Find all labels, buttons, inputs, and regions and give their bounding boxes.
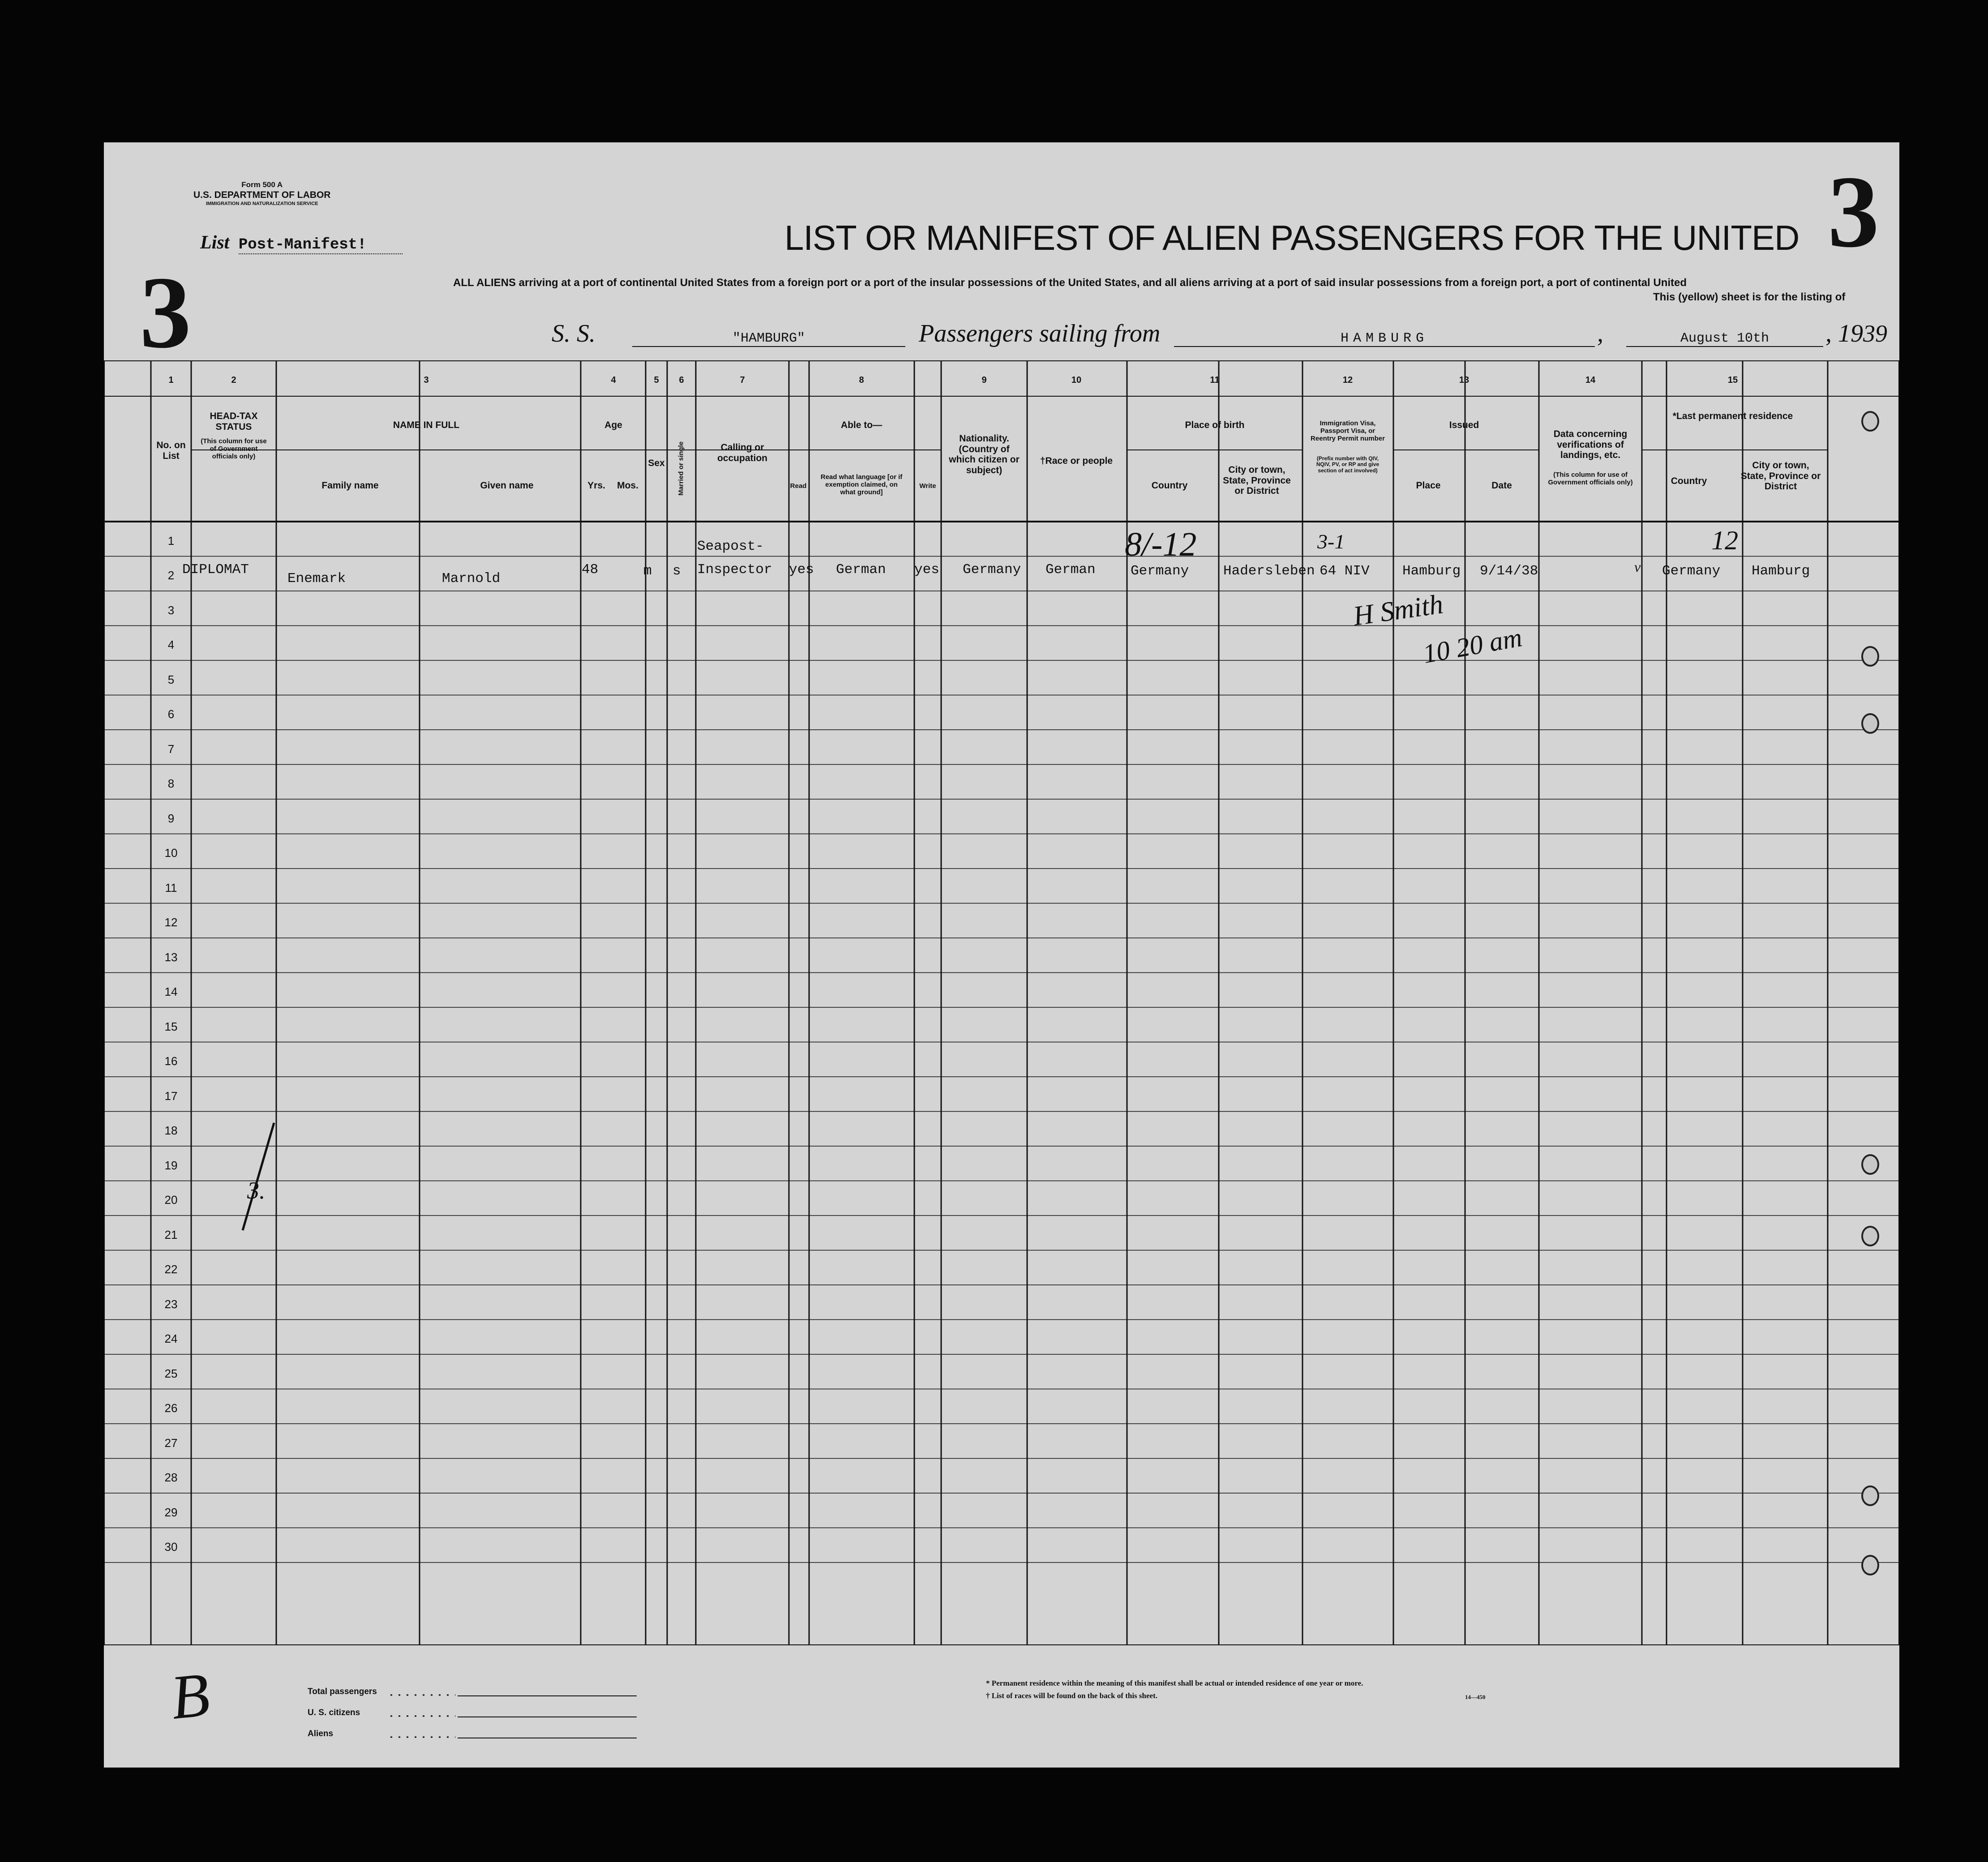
nationality: Germany	[963, 562, 1021, 578]
hdr-res-country: Country	[1671, 476, 1707, 486]
margin-stroke-path	[243, 1123, 274, 1230]
footnote-residence: * Permanent residence within the meaning of this manifest shall be actual or intended residence of one year or more.	[986, 1679, 1363, 1687]
row-number: 3	[167, 603, 175, 617]
row-number: 24	[164, 1332, 178, 1345]
total-passengers-label: Total passengers	[308, 1687, 377, 1696]
year-field: , 1939	[1825, 320, 1887, 347]
hdr-res-city: City or town, State, Province or District	[1740, 460, 1821, 492]
row-number: 29	[164, 1505, 178, 1519]
col-num-11: 11	[1210, 375, 1220, 385]
manifest-grid	[104, 360, 1899, 1645]
given-name: Marnold	[442, 571, 501, 586]
port-field	[1174, 319, 1595, 348]
binder-hole	[1861, 411, 1879, 432]
col-num-13: 13	[1459, 375, 1470, 385]
family-name: Enemark	[287, 571, 346, 586]
year-suffix: 39	[1863, 320, 1887, 347]
row-number: 5	[167, 672, 175, 686]
row-number: 10	[164, 846, 178, 860]
inspector-signature: H Smith	[1351, 589, 1445, 632]
col-num-12: 12	[1342, 375, 1353, 385]
list-label: List	[200, 232, 230, 253]
instruction-line-2: This (yellow) sheet is for the listing of	[1653, 291, 1846, 303]
row-number: 6	[167, 707, 175, 721]
can-read: yes	[789, 562, 814, 578]
aliens-label: Aliens	[308, 1729, 334, 1738]
sheet-number-left: 3	[140, 255, 191, 369]
birth-country: Germany	[1131, 563, 1189, 579]
col-num-14: 14	[1585, 375, 1596, 385]
marital-status: s	[673, 563, 681, 579]
grid-border	[104, 360, 1899, 1645]
row-number: 16	[164, 1054, 178, 1068]
head-tax-status: DIPLOMAT	[182, 562, 249, 578]
row-number: 27	[164, 1436, 178, 1450]
residence-city: Hamburg	[1752, 563, 1810, 579]
birth-city: Hadersleben	[1223, 563, 1315, 579]
hdr-nationality: Nationality. (Country of which citizen or subject)	[949, 433, 1020, 475]
row-number: 7	[167, 742, 175, 756]
date-field	[1626, 319, 1823, 348]
col-num-5: 5	[654, 375, 659, 385]
hdr-read: Read	[790, 482, 807, 490]
col-num-15: 15	[1727, 375, 1738, 385]
hdr-verifications: Data concerning verifications of landings, etc.	[1553, 429, 1628, 461]
footnote-races: † List of races will be found on the back of this sheet.	[986, 1691, 1157, 1700]
hdr-head-tax: HEAD-TAX STATUS	[210, 411, 258, 432]
ship-name-field	[632, 319, 905, 348]
row-number: 8	[167, 777, 175, 790]
hdr-race: †Race or people	[1040, 456, 1113, 466]
row-number: 4	[167, 638, 175, 651]
manifest-sheet	[104, 142, 1899, 1768]
hdr-sex: Sex	[648, 458, 665, 468]
hdr-family-name: Family name	[321, 480, 379, 491]
language: German	[836, 562, 886, 578]
hdr-calling: Calling or occupation	[717, 442, 767, 463]
departure-port: HAMBURG	[1174, 331, 1595, 347]
row-number: 26	[164, 1401, 178, 1415]
birth-code-annotation: 8/-12	[1125, 526, 1197, 563]
row-lines	[104, 556, 1899, 1563]
row-number: 15	[164, 1019, 178, 1033]
col-num-6: 6	[679, 375, 684, 385]
sheet-number-right: 3	[1828, 154, 1879, 269]
residence-code-annotation: 12	[1711, 526, 1738, 555]
hdr-verifications-note: (This column for use of Government officials only)	[1548, 471, 1633, 486]
col-num-2: 2	[231, 375, 236, 385]
row-number: 28	[164, 1471, 178, 1484]
binder-hole	[1861, 1226, 1879, 1246]
hdr-head-tax-note: (This column for use of Government officials only)	[201, 437, 267, 460]
margin-mark: 3.	[247, 1177, 266, 1204]
hdr-issued-place: Place	[1416, 480, 1441, 491]
us-citizens-label: U. S. citizens	[308, 1708, 360, 1717]
age-years: 48	[582, 562, 599, 578]
row-number: 1	[167, 534, 175, 548]
col-num-9: 9	[981, 375, 987, 385]
row-number: 19	[164, 1158, 178, 1172]
row-number: 21	[164, 1228, 178, 1241]
total-fields	[390, 1687, 641, 1745]
column-lines	[151, 360, 1828, 1645]
hdr-yrs: Yrs.	[587, 480, 605, 491]
list-type-line	[200, 232, 403, 253]
row-number: 18	[164, 1124, 178, 1137]
binder-hole	[1861, 1555, 1879, 1575]
visa-code-annotation: 3-1	[1317, 530, 1345, 553]
row-number: 2	[167, 569, 175, 582]
row-number: 12	[164, 916, 178, 929]
hdr-visa: Immigration Visa, Passport Visa, or Reentry Permit number	[1311, 419, 1385, 442]
row-number: 13	[164, 950, 178, 964]
form-number: Form 500 A	[241, 180, 283, 189]
hdr-visa-note: (Prefix number with QIV, NQIV, PV, or RP and give section of act involved)	[1316, 455, 1380, 474]
can-write: yes	[914, 562, 939, 578]
hdr-given-name: Given name	[480, 480, 534, 491]
col-num-8: 8	[859, 375, 864, 385]
binder-hole	[1861, 646, 1879, 667]
row-number: 22	[164, 1263, 178, 1276]
issued-place: Hamburg	[1402, 563, 1461, 579]
hdr-no-on-list: No. on List	[156, 440, 186, 461]
hdr-last-residence: *Last permanent residence	[1672, 411, 1793, 421]
col-num-7: 7	[740, 375, 745, 385]
binder-hole	[1861, 1485, 1879, 1506]
hdr-place-of-birth: Place of birth	[1185, 420, 1245, 430]
service-name: IMMIGRATION AND NATURALIZATION SERVICE	[206, 201, 318, 206]
hdr-able-to: Able to—	[840, 420, 883, 430]
row-number: 20	[164, 1193, 178, 1207]
issued-date: 9/14/38	[1480, 563, 1538, 579]
sailing-label: Passengers sailing from	[919, 320, 1161, 347]
occupation-line-2: Inspector	[697, 562, 772, 578]
comma-1: ,	[1597, 320, 1603, 347]
hdr-write: Write	[919, 482, 936, 490]
stamp-letter: B	[167, 1659, 213, 1733]
margin-stroke	[238, 1118, 283, 1235]
manifest-title: LIST OR MANIFEST OF ALIEN PASSENGERS FOR THE UNITED	[784, 218, 1799, 257]
col-num-4: 4	[611, 375, 616, 385]
row-number: 23	[164, 1297, 178, 1311]
hdr-issued-date: Date	[1491, 480, 1512, 491]
row-number: 11	[165, 881, 177, 895]
hdr-mos: Mos.	[617, 480, 638, 491]
time-annotation: 10 20 am	[1420, 622, 1525, 669]
col-num-3: 3	[424, 375, 429, 385]
visa-number: 64 NIV	[1320, 563, 1370, 579]
col-num-1: 1	[168, 375, 174, 385]
ship-name: "HAMBURG"	[632, 331, 905, 347]
row-number: 30	[164, 1540, 178, 1554]
hdr-name-in-full: NAME IN FULL	[393, 420, 460, 430]
residence-country: Germany	[1662, 563, 1721, 579]
ss-label: S. S.	[552, 320, 596, 347]
hdr-birth-city: City or town, State, Province or District	[1223, 465, 1291, 497]
sex: m	[643, 563, 652, 579]
print-code: 14—450	[1465, 1694, 1486, 1700]
row-number: 17	[164, 1089, 178, 1103]
hdr-birth-country: Country	[1151, 480, 1188, 491]
race: German	[1045, 562, 1096, 578]
hdr-read-language: Read what language [or if exemption claimed, on what ground]	[820, 473, 903, 496]
instruction-line-1: ALL ALIENS arriving at a port of continental United States from a foreign port or a port of the insular possessions of the United States, and all aliens arriving at a port of said insular possessions from a foreign port, a port of continental United	[453, 277, 1687, 289]
row-number: 14	[164, 985, 178, 998]
row-number: 25	[164, 1366, 178, 1380]
sailing-date: August 10th	[1626, 331, 1823, 347]
hdr-age: Age	[604, 420, 622, 430]
form-identifier	[193, 180, 330, 207]
department-name: U.S. DEPARTMENT OF LABOR	[193, 190, 331, 201]
year-prefix: 19	[1838, 320, 1863, 347]
col-num-10: 10	[1071, 375, 1082, 385]
binder-hole	[1861, 1154, 1879, 1175]
hdr-married: Married or single	[677, 441, 685, 496]
binder-hole	[1861, 713, 1879, 734]
list-type: Post-Manifest!	[239, 236, 403, 254]
occupation-line-1: Seapost-	[697, 539, 764, 554]
verification-mark: v	[1634, 559, 1641, 575]
row-number: 9	[167, 811, 175, 825]
hdr-issued: Issued	[1449, 420, 1479, 430]
